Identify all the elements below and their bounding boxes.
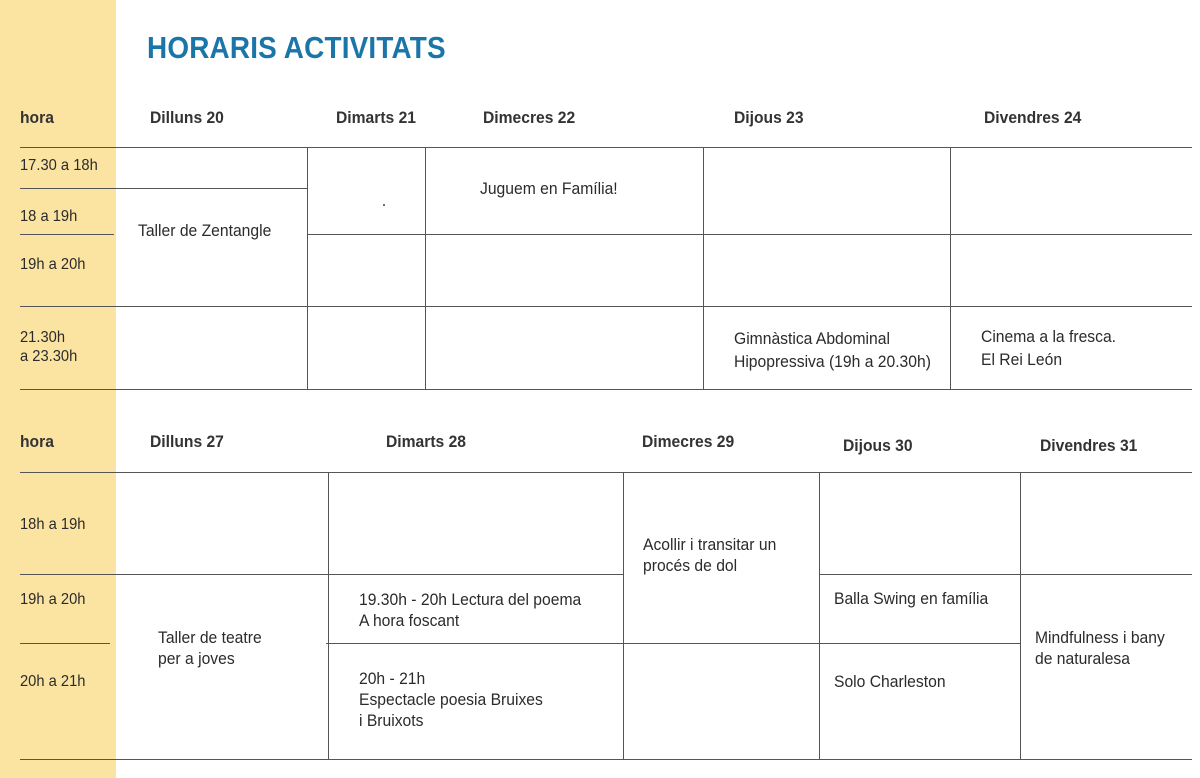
day-header-divendres-24: Divendres 24: [984, 108, 1082, 127]
day-header-dilluns-27: Dilluns 27: [150, 432, 224, 451]
grid-line: [307, 147, 308, 390]
grid-line: [20, 147, 1192, 148]
hora-header: hora: [20, 432, 54, 451]
day-header-divendres-31: Divendres 31: [1040, 436, 1138, 455]
time-slot: 19h a 20h: [20, 256, 86, 273]
activity-teatre: Taller de teatre per a joves: [158, 629, 262, 668]
day-header-dimecres-29: Dimecres 29: [642, 432, 735, 451]
day-header-dilluns-20: Dilluns 20: [150, 108, 224, 127]
grid-line: [20, 188, 308, 189]
day-header-dimecres-22: Dimecres 22: [483, 108, 576, 127]
grid-line: [326, 643, 1020, 644]
time-slot: 18h a 19h: [20, 516, 86, 533]
activity-solo-charleston: Solo Charleston: [834, 673, 946, 691]
grid-line: [20, 472, 1192, 473]
activity-lectura-poema: 19.30h - 20h Lectura del poema A hora foscant: [359, 591, 582, 630]
activity-zentangle: Taller de Zentangle: [138, 222, 272, 240]
page-title: HORARIS ACTIVITATS: [147, 30, 446, 65]
activity-mindfulness: Mindfulness i bany de naturalesa: [1035, 629, 1165, 668]
grid-line: [1020, 472, 1021, 760]
grid-line: [425, 147, 426, 390]
dot-mark: [383, 204, 385, 206]
activity-gimnastica: Gimnàstica Abdominal Hipopressiva (19h a 20.30h): [734, 330, 931, 371]
activity-cinema: Cinema a la fresca. El Rei León: [981, 328, 1117, 369]
grid-line: [20, 234, 114, 235]
day-header-dimarts-28: Dimarts 28: [386, 432, 466, 451]
activity-acollir-dol: Acollir i transitar un procés de dol: [643, 536, 777, 575]
activity-balla-swing: Balla Swing en família: [834, 590, 989, 608]
grid-line: [328, 472, 329, 760]
grid-line: [20, 643, 110, 644]
time-slot: 21.30h a 23.30h: [20, 329, 78, 365]
grid-line: [819, 574, 1192, 575]
day-header-dijous-23: Dijous 23: [734, 108, 804, 127]
grid-line: [20, 574, 623, 575]
day-header-dijous-30: Dijous 30: [843, 436, 913, 455]
time-slot: 20h a 21h: [20, 673, 86, 690]
grid-line: [20, 759, 1192, 760]
grid-line: [819, 472, 820, 760]
grid-line: [623, 472, 624, 760]
grid-line: [703, 147, 704, 390]
grid-line: [20, 389, 1192, 390]
grid-line: [308, 234, 1192, 235]
time-slot: 19h a 20h: [20, 591, 86, 608]
day-header-dimarts-21: Dimarts 21: [336, 108, 416, 127]
grid-line: [950, 147, 951, 390]
activity-espectacle-poesia: 20h - 21h Espectacle poesia Bruixes i Bruixots: [359, 670, 543, 730]
hora-header: hora: [20, 108, 54, 127]
activity-juguem-en-familia: Juguem en Família!: [480, 180, 618, 198]
time-slot: 18 a 19h: [20, 208, 78, 225]
grid-line: [20, 306, 1192, 307]
time-slot: 17.30 a 18h: [20, 157, 98, 174]
